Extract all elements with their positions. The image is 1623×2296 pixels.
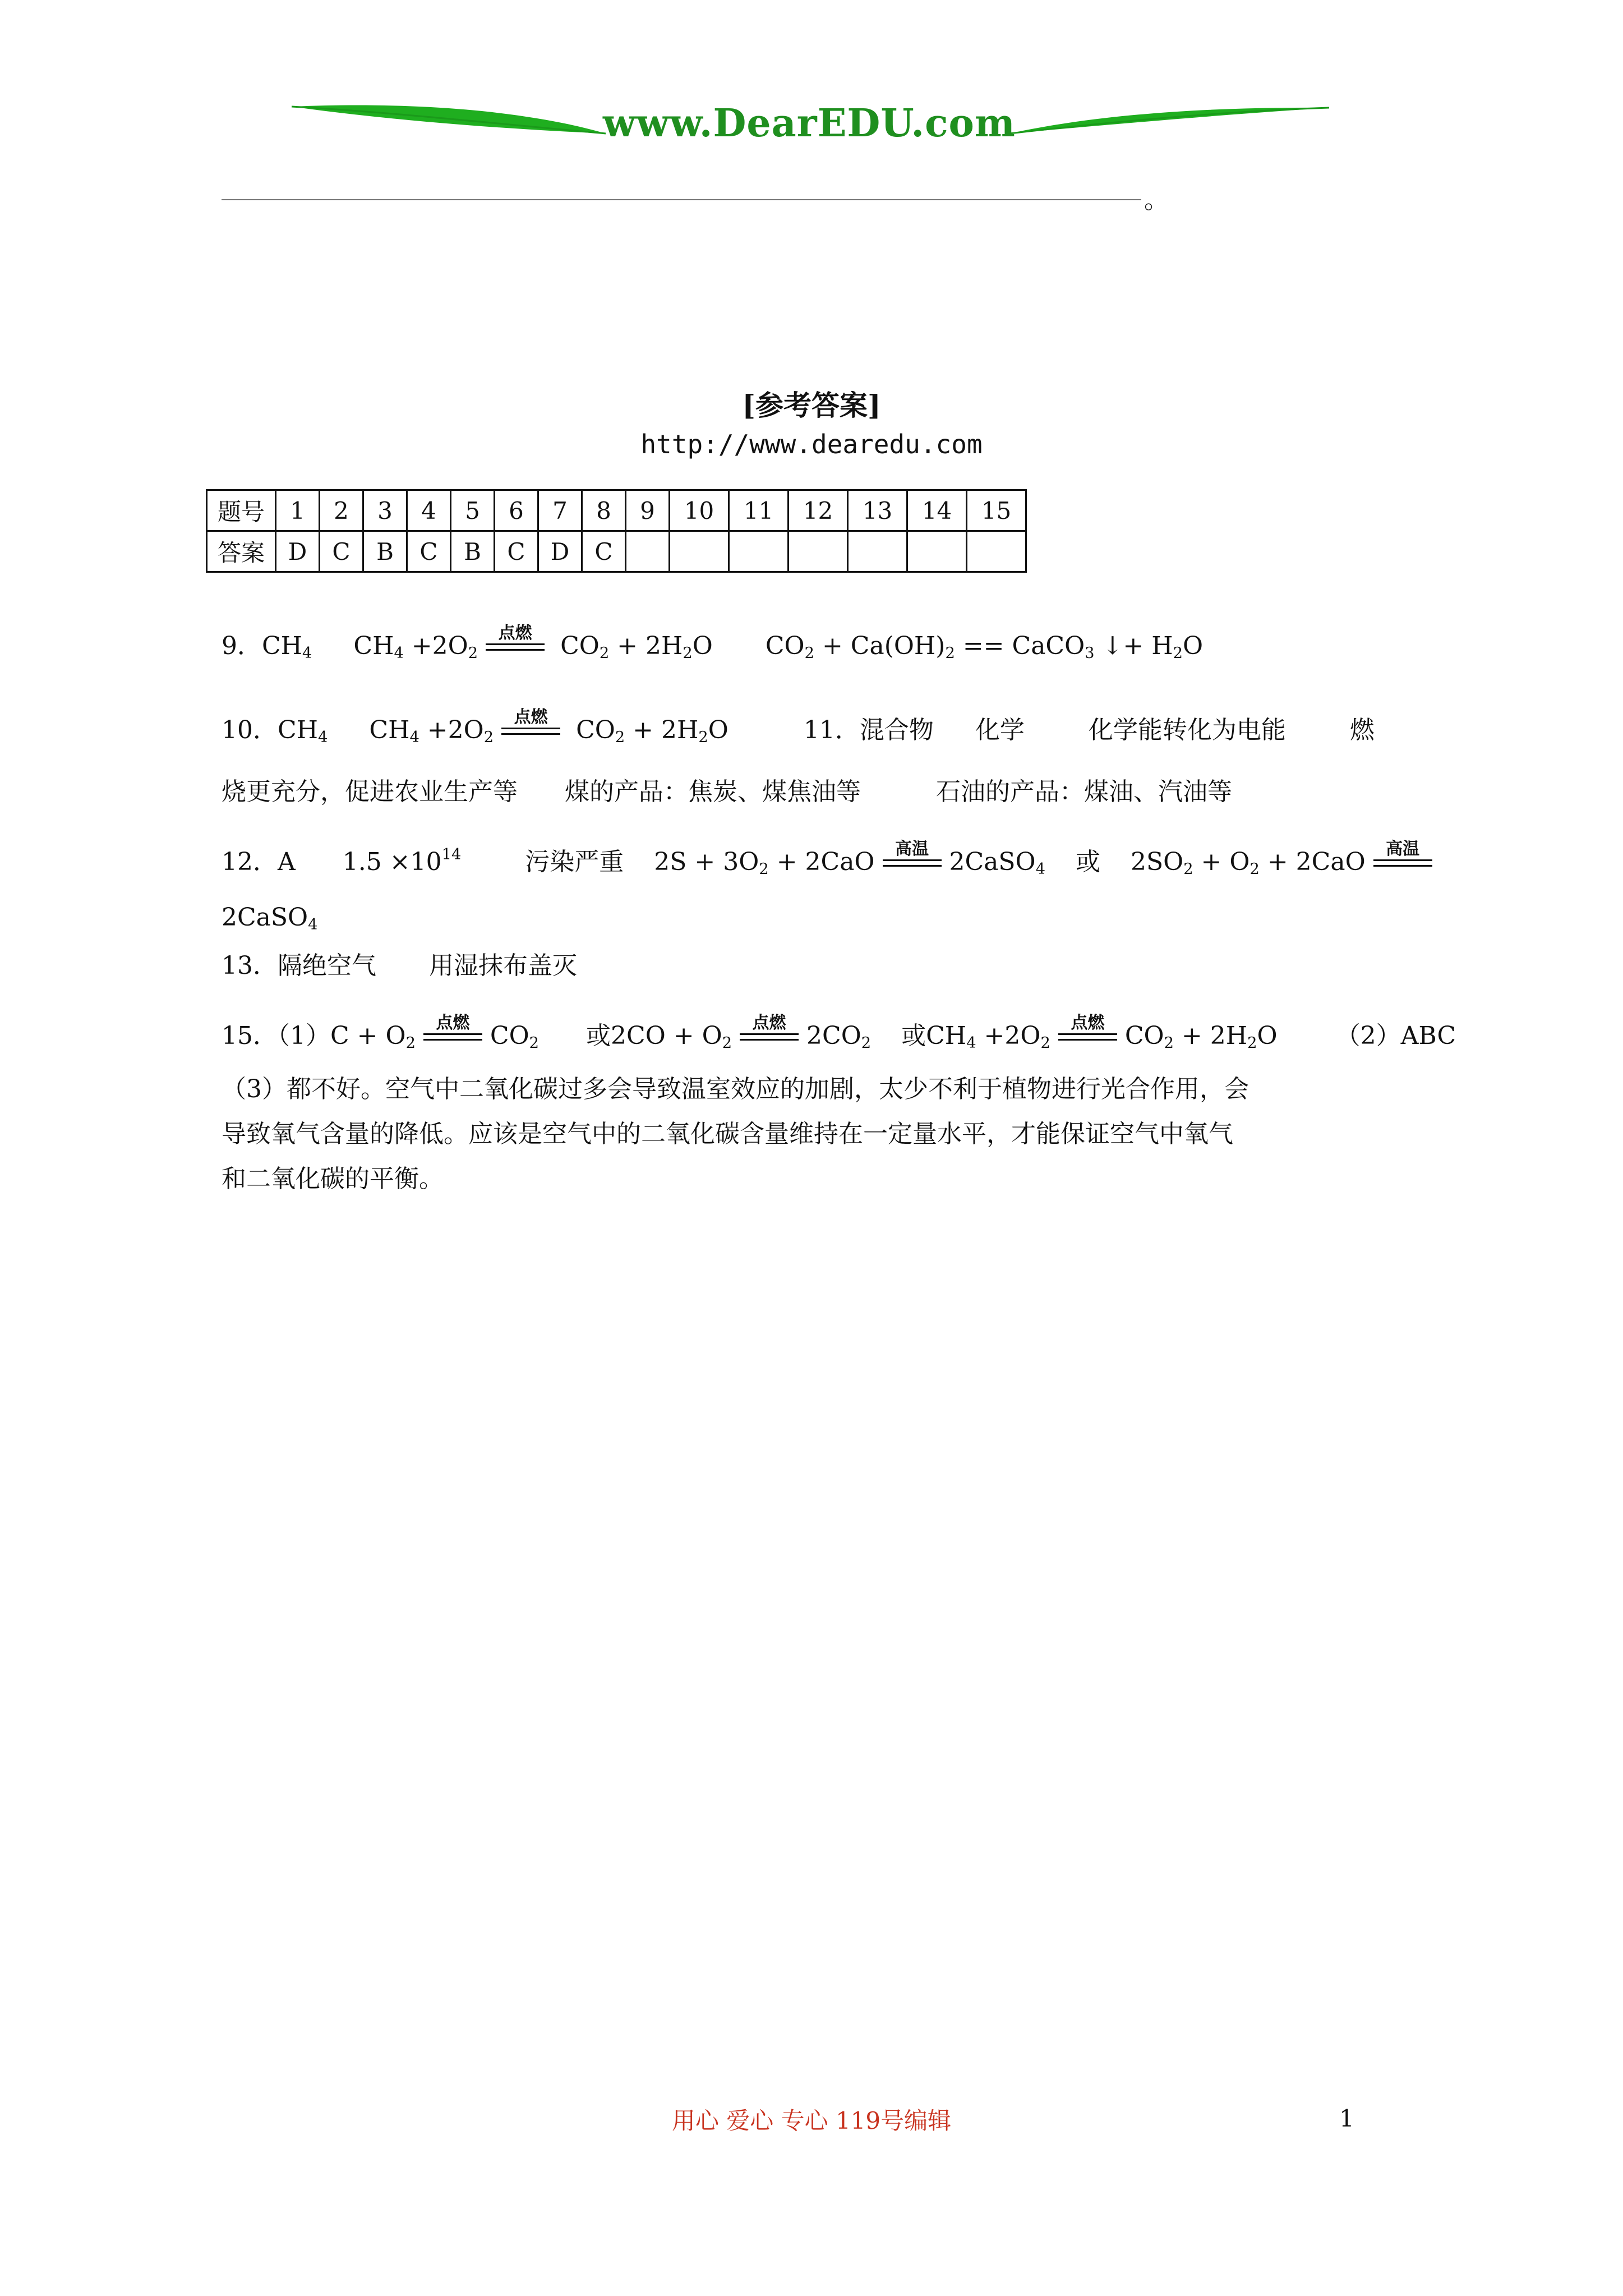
table-cell: 8 — [582, 490, 626, 531]
answer-table — [206, 489, 1027, 573]
table-cell: 1 — [276, 490, 320, 531]
table-cell: D — [538, 531, 582, 572]
table-cell: 题号 — [207, 490, 276, 531]
answer-url[interactable]: http://www.dearedu.com — [640, 429, 983, 459]
table-cell: 9 — [626, 490, 670, 531]
table-cell: 5 — [451, 490, 495, 531]
reaction-arrow: 点燃 — [1058, 1025, 1117, 1050]
reaction-arrow: 点燃 — [740, 1025, 799, 1050]
table-cell: C — [320, 531, 363, 572]
answer-15-paragraph-line: （3）都不好。空气中二氧化碳过多会导致温室效应的加剧，太少不利于植物进行光合作用，会 — [222, 1075, 1249, 1103]
table-cell — [670, 531, 729, 572]
table-row — [207, 490, 1026, 531]
table-cell — [848, 531, 907, 572]
answer-13: 13．隔绝空气 用湿抹布盖灭 — [222, 951, 577, 980]
answer-15: 15．$(1)C + O_2$ 点燃 $CO_2$ 或$2CO + O_2$ 点燃 $2CO_2$ 或$CH_4 +2O_2$ 点燃 $CO_2 + 2H_2O$ （2）ABC — [222, 1013, 1456, 1052]
answer-15-paragraph-line: 和二氧化碳的平衡。 — [222, 1165, 444, 1193]
answer-11-line2: 烧更充分，促进农业生产等 煤的产品：焦炭、煤焦油等 石油的产品：煤油、汽油等 — [222, 777, 1232, 806]
answer-title: [参考答案] — [742, 389, 881, 422]
answer-12: 12．A $1.5 \times 10^{14}$ 污染严重 $2S + 3O_2 + 2CaO$ 高温 2CaSO$_4$ 或 $2SO_2 + O_2 + 2CaO$ 高温 — [222, 841, 1440, 877]
table-row — [207, 531, 1026, 572]
table-cell: 15 — [967, 490, 1026, 531]
table-cell: C — [407, 531, 451, 572]
table-cell — [907, 531, 967, 572]
table-cell — [967, 531, 1026, 572]
reaction-arrow: 高温 — [883, 852, 942, 876]
footer-text: 用心 爱心 专心 119号编辑 — [671, 2107, 952, 2134]
reaction-arrow: 点燃 — [501, 720, 560, 744]
page-number: 1 — [1339, 2105, 1354, 2132]
period-mark: 。 — [1144, 186, 1169, 214]
table-cell: 答案 — [207, 531, 276, 572]
answer-12-line2: 2CaSO$_4$ — [222, 903, 318, 933]
table-cell: B — [451, 531, 495, 572]
table-cell: 11 — [729, 490, 789, 531]
answer-9: 9．$CH_4$ $CH_4 +2O_2$ 点燃 $CO_2 + 2H_2O$ $CO_2 + Ca(OH)_2$ == CaCO$_3$ ↓+ $H_2O$ — [222, 623, 1204, 662]
answer-15-paragraph-line: 导致氧气含量的降低。应该是空气中的二氧化碳含量维持在一定量水平，才能保证空气中氧气 — [222, 1120, 1233, 1148]
table-cell: 12 — [789, 490, 848, 531]
fill-in-blank-line — [222, 199, 1141, 200]
table-cell: C — [582, 531, 626, 572]
reaction-arrow: 点燃 — [423, 1025, 482, 1050]
answer-10-11: 10．$CH_4$ $CH_4 +2O_2$ 点燃 $CO_2 + 2H_2O$ 11．混合物 化学 化学能转化为电能 燃 — [222, 707, 1375, 746]
table-cell: C — [495, 531, 538, 572]
table-cell: 13 — [848, 490, 907, 531]
table-cell: 7 — [538, 490, 582, 531]
table-cell: 4 — [407, 490, 451, 531]
table-cell — [729, 531, 789, 572]
site-logo[interactable]: www.DearEDU.com — [603, 101, 1016, 146]
page-header — [0, 90, 1623, 157]
table-cell — [789, 531, 848, 572]
table-cell: 14 — [907, 490, 967, 531]
table-cell: D — [276, 531, 320, 572]
table-cell — [626, 531, 670, 572]
table-cell: 2 — [320, 490, 363, 531]
reaction-arrow: 高温 — [1373, 852, 1432, 876]
table-cell: B — [363, 531, 407, 572]
reaction-arrow: 点燃 — [486, 636, 545, 660]
table-cell: 10 — [670, 490, 729, 531]
table-cell: 3 — [363, 490, 407, 531]
table-cell: 6 — [495, 490, 538, 531]
